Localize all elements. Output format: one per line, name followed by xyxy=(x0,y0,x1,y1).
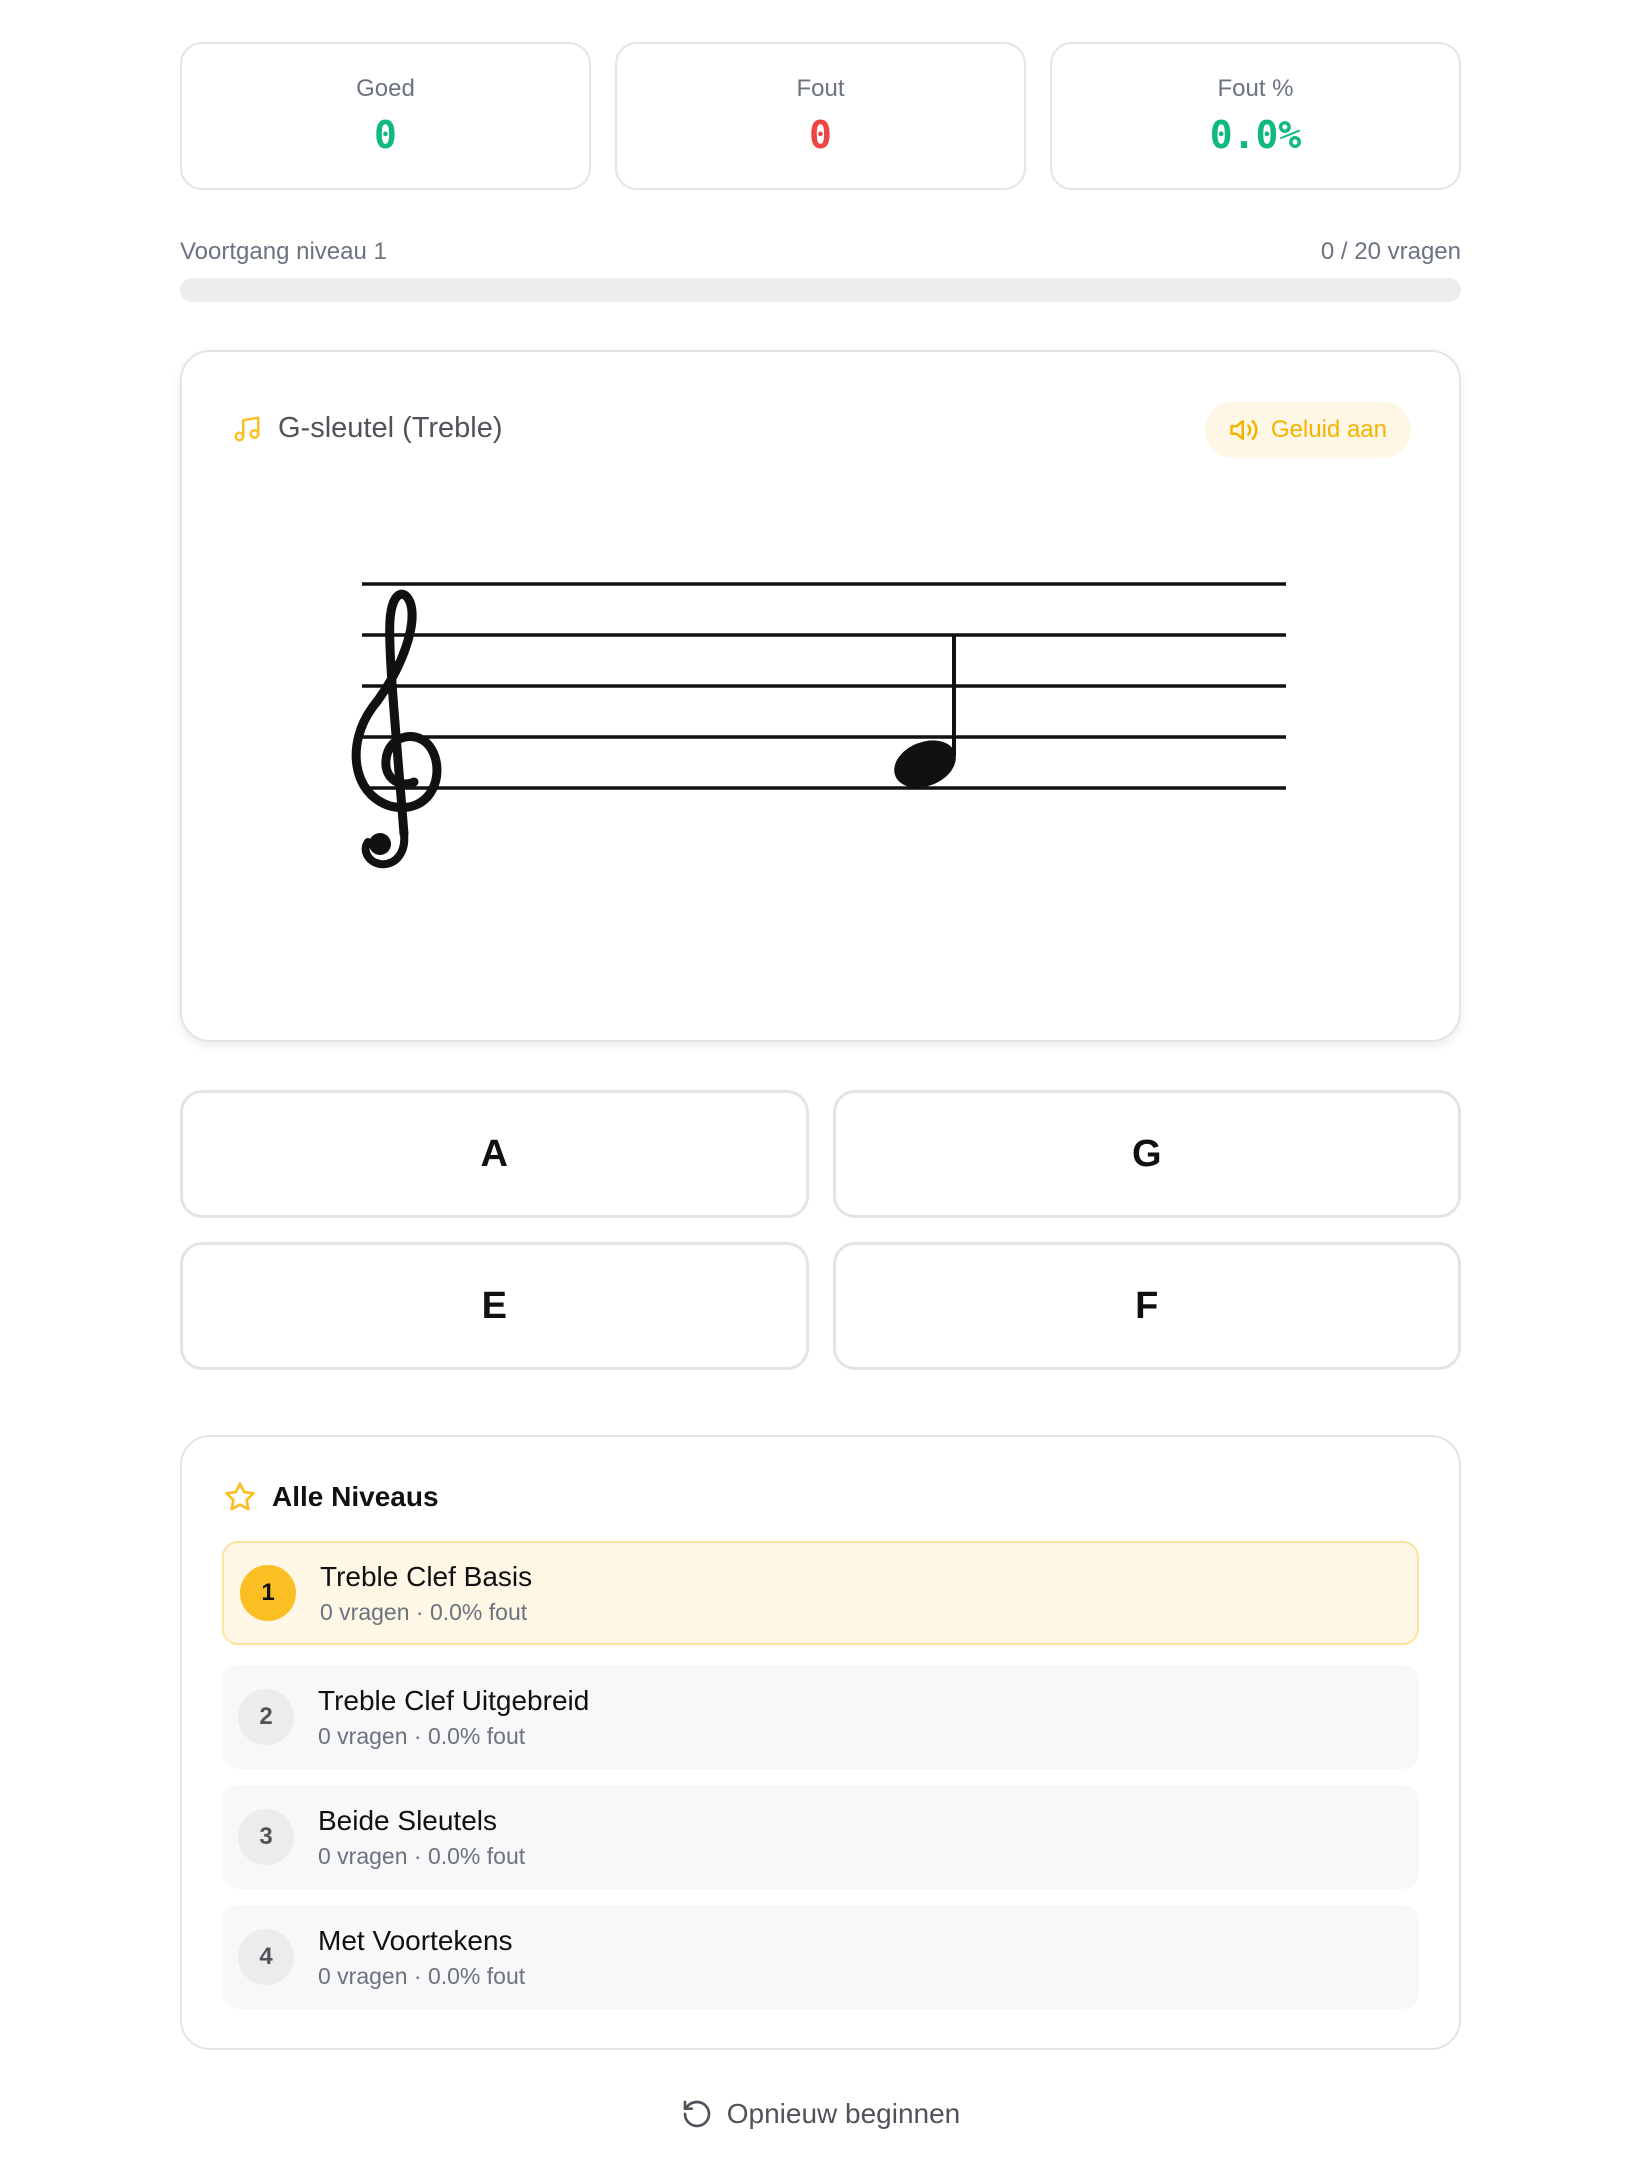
progress-bar xyxy=(180,278,1461,302)
treble-clef-dot xyxy=(369,833,391,855)
stat-correct-label: Goed xyxy=(356,75,415,102)
level-item-2[interactable] xyxy=(222,1665,1419,1769)
level-item-4[interactable] xyxy=(222,1905,1419,2009)
level-item-1[interactable] xyxy=(222,1541,1419,1645)
staff-lines xyxy=(362,584,1286,788)
quarter-note xyxy=(887,635,963,796)
stats-row xyxy=(180,42,1461,190)
level-stats: 0 vragen · 0.0% fout xyxy=(318,1842,526,1869)
level-stats: 0 vragen · 0.0% fout xyxy=(318,1722,526,1749)
stat-wrong-value: 0 xyxy=(809,113,832,157)
clef-label-text: G-sleutel (Treble) xyxy=(278,412,503,444)
sound-toggle-label: Geluid aan xyxy=(1270,416,1387,443)
stat-wrong xyxy=(615,42,1026,190)
level-name: Met Voortekens xyxy=(318,1924,513,1956)
level-number-badge: 4 xyxy=(238,1929,294,1985)
level-text xyxy=(318,1685,589,1750)
stat-wrong-label: Fout xyxy=(796,75,845,102)
level-number-badge: 1 xyxy=(240,1565,296,1621)
level-name: Treble Clef Basis xyxy=(320,1560,533,1592)
stat-wrong-pct-value: 0.0% xyxy=(1209,113,1302,157)
progress-label: Voortgang niveau 1 xyxy=(180,238,387,265)
level-name: Treble Clef Uitgebreid xyxy=(318,1684,590,1716)
stat-wrong-pct xyxy=(1050,42,1461,190)
level-stats: 0 vragen · 0.0% fout xyxy=(320,1598,528,1625)
levels-title-text: Alle Niveaus xyxy=(272,1481,439,1512)
level-number-badge: 2 xyxy=(238,1689,294,1745)
level-text xyxy=(318,1925,525,1990)
restart-button[interactable] xyxy=(180,2098,1461,2130)
answer-grid xyxy=(180,1090,1461,1370)
answer-button-a[interactable]: A xyxy=(180,1090,809,1218)
level-text xyxy=(320,1561,532,1626)
clef-label xyxy=(232,412,503,445)
progress-header xyxy=(180,238,1461,266)
rotate-ccw-icon xyxy=(681,2098,713,2130)
answer-button-e[interactable]: E xyxy=(180,1242,809,1370)
level-stats: 0 vragen · 0.0% fout xyxy=(318,1962,526,1989)
sound-toggle-button[interactable] xyxy=(1205,402,1411,458)
stat-wrong-pct-label: Fout % xyxy=(1217,75,1294,102)
speaker-icon xyxy=(1229,415,1259,445)
level-name: Beide Sleutels xyxy=(318,1804,498,1836)
levels-title xyxy=(224,1481,439,1513)
progress-count: 0 / 20 vragen xyxy=(1320,238,1461,265)
answer-button-f[interactable]: F xyxy=(833,1242,1462,1370)
music-note-icon xyxy=(232,414,262,444)
level-text xyxy=(318,1805,525,1870)
level-item-3[interactable] xyxy=(222,1785,1419,1889)
star-icon xyxy=(224,1481,256,1513)
restart-label: Opnieuw beginnen xyxy=(726,2098,961,2129)
stat-correct xyxy=(180,42,591,190)
staff-card xyxy=(180,350,1461,1042)
stat-correct-value: 0 xyxy=(374,113,397,157)
level-number-badge: 3 xyxy=(238,1809,294,1865)
levels-card xyxy=(180,1435,1461,2050)
answer-button-g[interactable]: G xyxy=(833,1090,1462,1218)
